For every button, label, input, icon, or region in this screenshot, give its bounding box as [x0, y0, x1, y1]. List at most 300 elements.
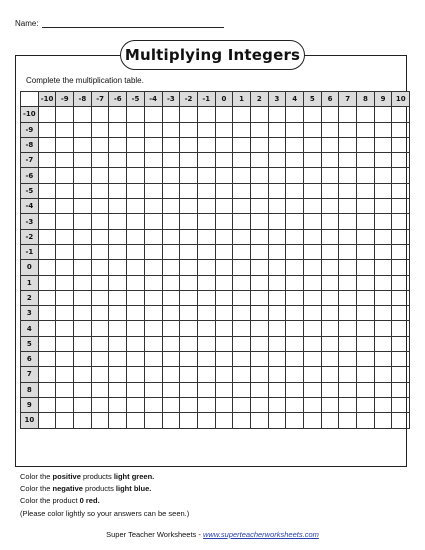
answer-cell[interactable] [197, 107, 215, 122]
answer-cell[interactable] [74, 260, 92, 275]
answer-cell[interactable] [392, 199, 410, 214]
answer-cell[interactable] [321, 153, 339, 168]
answer-cell[interactable] [233, 168, 251, 183]
answer-cell[interactable] [233, 397, 251, 412]
answer-cell[interactable] [304, 397, 322, 412]
answer-cell[interactable] [109, 153, 127, 168]
answer-cell[interactable] [286, 397, 304, 412]
answer-cell[interactable] [321, 367, 339, 382]
answer-cell[interactable] [74, 382, 92, 397]
answer-cell[interactable] [74, 321, 92, 336]
answer-cell[interactable] [109, 122, 127, 137]
answer-cell[interactable] [180, 137, 198, 152]
answer-cell[interactable] [321, 306, 339, 321]
answer-cell[interactable] [91, 367, 109, 382]
answer-cell[interactable] [109, 199, 127, 214]
answer-cell[interactable] [233, 275, 251, 290]
answer-cell[interactable] [91, 336, 109, 351]
answer-cell[interactable] [357, 382, 375, 397]
answer-cell[interactable] [250, 244, 268, 259]
answer-cell[interactable] [197, 321, 215, 336]
answer-cell[interactable] [74, 183, 92, 198]
answer-cell[interactable] [233, 352, 251, 367]
answer-cell[interactable] [162, 336, 180, 351]
answer-cell[interactable] [127, 306, 145, 321]
answer-cell[interactable] [180, 336, 198, 351]
answer-cell[interactable] [304, 183, 322, 198]
answer-cell[interactable] [109, 214, 127, 229]
answer-cell[interactable] [74, 137, 92, 152]
answer-cell[interactable] [109, 107, 127, 122]
answer-cell[interactable] [374, 183, 392, 198]
answer-cell[interactable] [392, 413, 410, 428]
answer-cell[interactable] [286, 168, 304, 183]
answer-cell[interactable] [91, 382, 109, 397]
answer-cell[interactable] [357, 321, 375, 336]
answer-cell[interactable] [56, 153, 74, 168]
answer-cell[interactable] [357, 168, 375, 183]
answer-cell[interactable] [127, 153, 145, 168]
answer-cell[interactable] [321, 290, 339, 305]
answer-cell[interactable] [38, 367, 56, 382]
answer-cell[interactable] [215, 244, 233, 259]
answer-cell[interactable] [91, 260, 109, 275]
answer-cell[interactable] [304, 290, 322, 305]
answer-cell[interactable] [215, 290, 233, 305]
answer-cell[interactable] [286, 183, 304, 198]
answer-cell[interactable] [392, 260, 410, 275]
answer-cell[interactable] [215, 199, 233, 214]
answer-cell[interactable] [56, 413, 74, 428]
answer-cell[interactable] [392, 122, 410, 137]
answer-cell[interactable] [197, 336, 215, 351]
answer-cell[interactable] [109, 397, 127, 412]
answer-cell[interactable] [180, 168, 198, 183]
answer-cell[interactable] [339, 290, 357, 305]
answer-cell[interactable] [91, 244, 109, 259]
answer-cell[interactable] [392, 306, 410, 321]
answer-cell[interactable] [304, 137, 322, 152]
answer-cell[interactable] [162, 168, 180, 183]
answer-cell[interactable] [233, 413, 251, 428]
answer-cell[interactable] [197, 275, 215, 290]
answer-cell[interactable] [197, 382, 215, 397]
answer-cell[interactable] [374, 397, 392, 412]
answer-cell[interactable] [109, 382, 127, 397]
answer-cell[interactable] [91, 168, 109, 183]
answer-cell[interactable] [74, 153, 92, 168]
answer-cell[interactable] [374, 336, 392, 351]
answer-cell[interactable] [215, 367, 233, 382]
answer-cell[interactable] [268, 199, 286, 214]
answer-cell[interactable] [74, 352, 92, 367]
answer-cell[interactable] [268, 321, 286, 336]
answer-cell[interactable] [357, 413, 375, 428]
answer-cell[interactable] [392, 168, 410, 183]
answer-cell[interactable] [38, 321, 56, 336]
answer-cell[interactable] [392, 183, 410, 198]
answer-cell[interactable] [180, 183, 198, 198]
answer-cell[interactable] [180, 321, 198, 336]
answer-cell[interactable] [127, 199, 145, 214]
answer-cell[interactable] [268, 107, 286, 122]
answer-cell[interactable] [74, 229, 92, 244]
answer-cell[interactable] [304, 214, 322, 229]
answer-cell[interactable] [374, 367, 392, 382]
answer-cell[interactable] [250, 229, 268, 244]
answer-cell[interactable] [304, 413, 322, 428]
answer-cell[interactable] [91, 107, 109, 122]
answer-cell[interactable] [144, 229, 162, 244]
answer-cell[interactable] [144, 214, 162, 229]
answer-cell[interactable] [321, 382, 339, 397]
answer-cell[interactable] [91, 214, 109, 229]
name-field[interactable] [42, 18, 224, 28]
answer-cell[interactable] [215, 260, 233, 275]
answer-cell[interactable] [127, 352, 145, 367]
answer-cell[interactable] [144, 275, 162, 290]
answer-cell[interactable] [321, 183, 339, 198]
answer-cell[interactable] [286, 260, 304, 275]
answer-cell[interactable] [215, 168, 233, 183]
answer-cell[interactable] [286, 413, 304, 428]
answer-cell[interactable] [109, 260, 127, 275]
answer-cell[interactable] [127, 367, 145, 382]
answer-cell[interactable] [180, 306, 198, 321]
answer-cell[interactable] [56, 260, 74, 275]
answer-cell[interactable] [357, 214, 375, 229]
answer-cell[interactable] [74, 413, 92, 428]
answer-cell[interactable] [162, 122, 180, 137]
answer-cell[interactable] [250, 107, 268, 122]
answer-cell[interactable] [127, 260, 145, 275]
answer-cell[interactable] [91, 290, 109, 305]
answer-cell[interactable] [162, 306, 180, 321]
answer-cell[interactable] [339, 382, 357, 397]
answer-cell[interactable] [197, 290, 215, 305]
answer-cell[interactable] [357, 229, 375, 244]
answer-cell[interactable] [357, 122, 375, 137]
answer-cell[interactable] [250, 336, 268, 351]
answer-cell[interactable] [38, 229, 56, 244]
answer-cell[interactable] [233, 107, 251, 122]
answer-cell[interactable] [127, 397, 145, 412]
answer-cell[interactable] [56, 397, 74, 412]
answer-cell[interactable] [357, 183, 375, 198]
answer-cell[interactable] [162, 382, 180, 397]
answer-cell[interactable] [286, 290, 304, 305]
answer-cell[interactable] [109, 306, 127, 321]
answer-cell[interactable] [144, 367, 162, 382]
answer-cell[interactable] [268, 306, 286, 321]
answer-cell[interactable] [197, 244, 215, 259]
answer-cell[interactable] [268, 413, 286, 428]
answer-cell[interactable] [127, 413, 145, 428]
answer-cell[interactable] [144, 321, 162, 336]
answer-cell[interactable] [74, 214, 92, 229]
answer-cell[interactable] [56, 137, 74, 152]
answer-cell[interactable] [304, 260, 322, 275]
answer-cell[interactable] [392, 137, 410, 152]
answer-cell[interactable] [38, 153, 56, 168]
answer-cell[interactable] [339, 137, 357, 152]
answer-cell[interactable] [339, 336, 357, 351]
answer-cell[interactable] [339, 199, 357, 214]
answer-cell[interactable] [74, 367, 92, 382]
answer-cell[interactable] [250, 168, 268, 183]
answer-cell[interactable] [180, 413, 198, 428]
answer-cell[interactable] [321, 168, 339, 183]
answer-cell[interactable] [56, 352, 74, 367]
answer-cell[interactable] [109, 137, 127, 152]
answer-cell[interactable] [357, 107, 375, 122]
answer-cell[interactable] [56, 199, 74, 214]
answer-cell[interactable] [180, 275, 198, 290]
answer-cell[interactable] [374, 137, 392, 152]
answer-cell[interactable] [215, 336, 233, 351]
answer-cell[interactable] [357, 260, 375, 275]
answer-cell[interactable] [339, 275, 357, 290]
answer-cell[interactable] [180, 397, 198, 412]
answer-cell[interactable] [197, 352, 215, 367]
answer-cell[interactable] [233, 306, 251, 321]
answer-cell[interactable] [197, 199, 215, 214]
answer-cell[interactable] [180, 352, 198, 367]
answer-cell[interactable] [38, 275, 56, 290]
answer-cell[interactable] [91, 153, 109, 168]
answer-cell[interactable] [357, 336, 375, 351]
answer-cell[interactable] [144, 153, 162, 168]
answer-cell[interactable] [162, 397, 180, 412]
answer-cell[interactable] [321, 413, 339, 428]
answer-cell[interactable] [162, 352, 180, 367]
answer-cell[interactable] [374, 199, 392, 214]
answer-cell[interactable] [109, 244, 127, 259]
answer-cell[interactable] [56, 321, 74, 336]
answer-cell[interactable] [233, 244, 251, 259]
answer-cell[interactable] [74, 306, 92, 321]
answer-cell[interactable] [56, 168, 74, 183]
answer-cell[interactable] [56, 122, 74, 137]
answer-cell[interactable] [233, 367, 251, 382]
answer-cell[interactable] [304, 321, 322, 336]
answer-cell[interactable] [56, 244, 74, 259]
answer-cell[interactable] [233, 214, 251, 229]
answer-cell[interactable] [91, 183, 109, 198]
answer-cell[interactable] [233, 260, 251, 275]
answer-cell[interactable] [250, 214, 268, 229]
answer-cell[interactable] [286, 336, 304, 351]
answer-cell[interactable] [321, 397, 339, 412]
answer-cell[interactable] [250, 321, 268, 336]
answer-cell[interactable] [56, 367, 74, 382]
answer-cell[interactable] [180, 214, 198, 229]
answer-cell[interactable] [374, 229, 392, 244]
answer-cell[interactable] [144, 290, 162, 305]
answer-cell[interactable] [321, 336, 339, 351]
answer-cell[interactable] [233, 153, 251, 168]
answer-cell[interactable] [127, 122, 145, 137]
answer-cell[interactable] [374, 244, 392, 259]
answer-cell[interactable] [357, 367, 375, 382]
answer-cell[interactable] [91, 137, 109, 152]
answer-cell[interactable] [127, 275, 145, 290]
footer-link[interactable]: www.superteacherworksheets.com [202, 530, 319, 539]
answer-cell[interactable] [144, 199, 162, 214]
answer-cell[interactable] [339, 153, 357, 168]
answer-cell[interactable] [304, 382, 322, 397]
answer-cell[interactable] [286, 352, 304, 367]
answer-cell[interactable] [197, 183, 215, 198]
answer-cell[interactable] [197, 367, 215, 382]
answer-cell[interactable] [268, 260, 286, 275]
answer-cell[interactable] [374, 352, 392, 367]
answer-cell[interactable] [392, 290, 410, 305]
answer-cell[interactable] [38, 397, 56, 412]
answer-cell[interactable] [250, 352, 268, 367]
answer-cell[interactable] [144, 382, 162, 397]
answer-cell[interactable] [357, 199, 375, 214]
answer-cell[interactable] [374, 260, 392, 275]
answer-cell[interactable] [392, 336, 410, 351]
answer-cell[interactable] [268, 397, 286, 412]
answer-cell[interactable] [233, 229, 251, 244]
answer-cell[interactable] [162, 199, 180, 214]
answer-cell[interactable] [197, 153, 215, 168]
answer-cell[interactable] [233, 183, 251, 198]
answer-cell[interactable] [339, 397, 357, 412]
answer-cell[interactable] [357, 153, 375, 168]
answer-cell[interactable] [233, 137, 251, 152]
answer-cell[interactable] [215, 321, 233, 336]
answer-cell[interactable] [74, 244, 92, 259]
answer-cell[interactable] [127, 336, 145, 351]
answer-cell[interactable] [127, 229, 145, 244]
answer-cell[interactable] [392, 214, 410, 229]
answer-cell[interactable] [304, 244, 322, 259]
answer-cell[interactable] [286, 199, 304, 214]
answer-cell[interactable] [127, 321, 145, 336]
answer-cell[interactable] [374, 107, 392, 122]
answer-cell[interactable] [127, 244, 145, 259]
answer-cell[interactable] [180, 244, 198, 259]
answer-cell[interactable] [374, 214, 392, 229]
answer-cell[interactable] [268, 122, 286, 137]
answer-cell[interactable] [321, 137, 339, 152]
answer-cell[interactable] [233, 321, 251, 336]
answer-cell[interactable] [357, 352, 375, 367]
answer-cell[interactable] [162, 229, 180, 244]
answer-cell[interactable] [38, 244, 56, 259]
answer-cell[interactable] [215, 153, 233, 168]
answer-cell[interactable] [144, 183, 162, 198]
answer-cell[interactable] [91, 321, 109, 336]
answer-cell[interactable] [392, 244, 410, 259]
answer-cell[interactable] [321, 260, 339, 275]
answer-cell[interactable] [268, 290, 286, 305]
answer-cell[interactable] [197, 397, 215, 412]
answer-cell[interactable] [286, 153, 304, 168]
answer-cell[interactable] [56, 107, 74, 122]
answer-cell[interactable] [127, 382, 145, 397]
answer-cell[interactable] [304, 107, 322, 122]
answer-cell[interactable] [250, 183, 268, 198]
answer-cell[interactable] [304, 153, 322, 168]
answer-cell[interactable] [286, 321, 304, 336]
answer-cell[interactable] [144, 107, 162, 122]
answer-cell[interactable] [215, 214, 233, 229]
answer-cell[interactable] [162, 413, 180, 428]
answer-cell[interactable] [91, 413, 109, 428]
answer-cell[interactable] [162, 107, 180, 122]
answer-cell[interactable] [339, 413, 357, 428]
answer-cell[interactable] [215, 382, 233, 397]
answer-cell[interactable] [74, 275, 92, 290]
answer-cell[interactable] [268, 244, 286, 259]
answer-cell[interactable] [321, 321, 339, 336]
answer-cell[interactable] [197, 306, 215, 321]
answer-cell[interactable] [144, 122, 162, 137]
answer-cell[interactable] [321, 122, 339, 137]
answer-cell[interactable] [38, 183, 56, 198]
answer-cell[interactable] [250, 137, 268, 152]
answer-cell[interactable] [38, 168, 56, 183]
answer-cell[interactable] [38, 306, 56, 321]
answer-cell[interactable] [109, 367, 127, 382]
answer-cell[interactable] [268, 336, 286, 351]
answer-cell[interactable] [339, 352, 357, 367]
answer-cell[interactable] [56, 183, 74, 198]
answer-cell[interactable] [162, 290, 180, 305]
answer-cell[interactable] [392, 107, 410, 122]
answer-cell[interactable] [357, 244, 375, 259]
answer-cell[interactable] [286, 229, 304, 244]
answer-cell[interactable] [180, 290, 198, 305]
answer-cell[interactable] [339, 107, 357, 122]
answer-cell[interactable] [339, 168, 357, 183]
answer-cell[interactable] [180, 199, 198, 214]
answer-cell[interactable] [357, 137, 375, 152]
answer-cell[interactable] [268, 183, 286, 198]
answer-cell[interactable] [74, 290, 92, 305]
answer-cell[interactable] [109, 336, 127, 351]
answer-cell[interactable] [304, 336, 322, 351]
answer-cell[interactable] [392, 352, 410, 367]
answer-cell[interactable] [144, 413, 162, 428]
answer-cell[interactable] [38, 137, 56, 152]
answer-cell[interactable] [180, 367, 198, 382]
answer-cell[interactable] [286, 122, 304, 137]
answer-cell[interactable] [304, 367, 322, 382]
answer-cell[interactable] [250, 397, 268, 412]
answer-cell[interactable] [250, 275, 268, 290]
answer-cell[interactable] [374, 122, 392, 137]
answer-cell[interactable] [38, 413, 56, 428]
answer-cell[interactable] [392, 367, 410, 382]
answer-cell[interactable] [392, 321, 410, 336]
answer-cell[interactable] [233, 122, 251, 137]
answer-cell[interactable] [339, 214, 357, 229]
answer-cell[interactable] [215, 183, 233, 198]
answer-cell[interactable] [339, 306, 357, 321]
answer-cell[interactable] [304, 229, 322, 244]
answer-cell[interactable] [250, 199, 268, 214]
answer-cell[interactable] [268, 352, 286, 367]
answer-cell[interactable] [286, 367, 304, 382]
answer-cell[interactable] [286, 107, 304, 122]
answer-cell[interactable] [339, 122, 357, 137]
answer-cell[interactable] [74, 336, 92, 351]
